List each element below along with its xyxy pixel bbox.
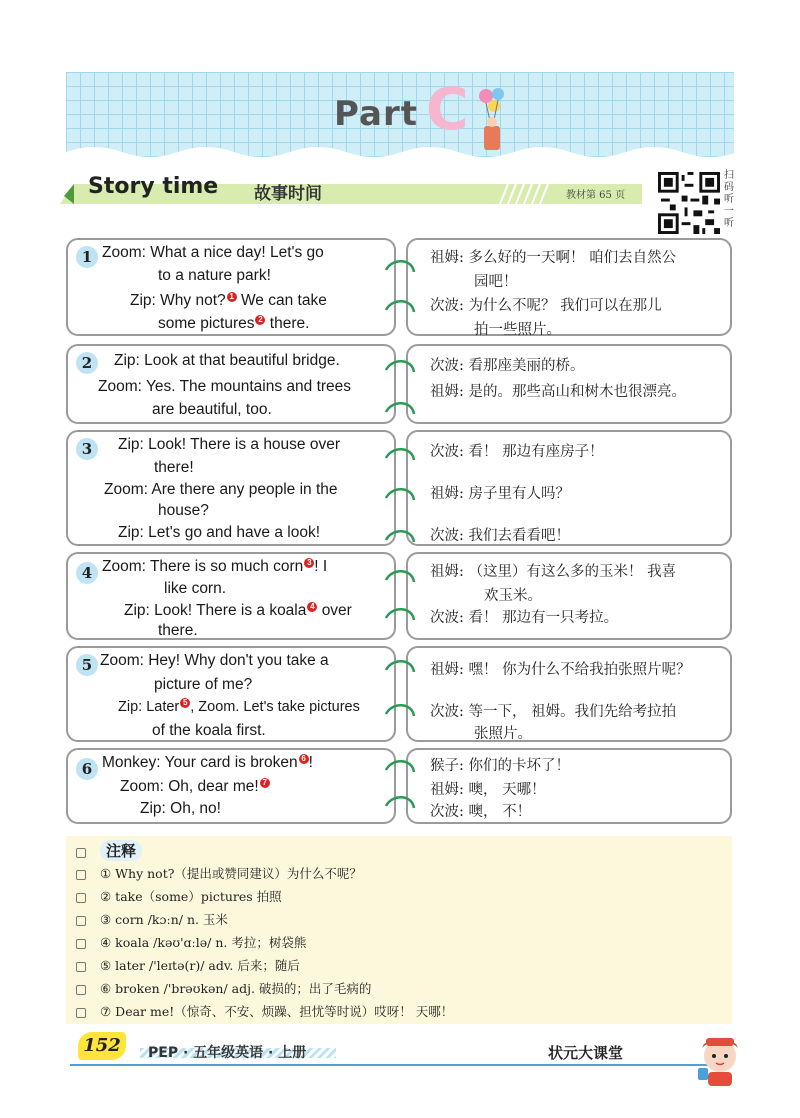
panel-number: 5 xyxy=(76,654,98,676)
translation-line: 次波: 等一下， 祖姆。我们先给考拉拍 xyxy=(430,704,677,720)
translation-line: 次波: 我们去看看吧！ xyxy=(430,528,570,544)
note-item: ② take（some）pictures 拍照 xyxy=(76,887,282,905)
panel-number: 6 xyxy=(76,758,98,780)
translation-line: 次波: 看那座美丽的桥。 xyxy=(430,358,585,374)
note-marker: 4 xyxy=(307,602,317,612)
story-panel-cn-4 xyxy=(406,552,732,640)
bullet-icon xyxy=(76,939,86,949)
story-panel-en-6 xyxy=(66,748,396,824)
translation-line: 祖姆: 是的。那些高山和树木也很漂亮。 xyxy=(430,384,686,400)
story-panel-en-2 xyxy=(66,344,396,424)
story-panel-cn-3 xyxy=(406,430,732,546)
dialogue-line: Zip: Look at that beautiful bridge. xyxy=(114,352,340,369)
note-marker: 1 xyxy=(227,292,237,302)
translation-line: 祖姆: 房子里有人吗？ xyxy=(430,486,570,502)
page-number: 152 xyxy=(78,1032,126,1060)
binder-rings xyxy=(382,240,418,830)
translation-line: 祖姆: 噢， 天哪！ xyxy=(430,782,546,798)
note-marker: 7 xyxy=(260,778,270,788)
brand-name: 状元大课堂 xyxy=(548,1044,624,1062)
dialogue-line: Zoom: Are there any people in the xyxy=(104,481,338,498)
part-banner xyxy=(66,72,734,164)
dialogue-line: Zoom: What a nice day! Let's go xyxy=(102,244,324,261)
wave-divider xyxy=(66,142,734,164)
story-panel-cn-6 xyxy=(406,748,732,824)
story-panel-en-1 xyxy=(66,238,396,336)
dialogue-line: Zoom: Yes. The mountains and trees xyxy=(98,378,352,395)
translation-line: 祖姆: 多么好的一天啊！ 咱们去自然公 xyxy=(430,250,677,266)
story-panel-en-5 xyxy=(66,646,396,742)
bullet-icon xyxy=(76,1008,86,1018)
footer-rule xyxy=(70,1064,710,1066)
dialogue-line: Zip: Later 5 , Zoom. Let's take pictures xyxy=(118,698,360,715)
qr-code-icon[interactable] xyxy=(658,172,720,234)
translation-line: 祖姆: （这里）有这么多的玉米！ 我喜 xyxy=(430,564,677,580)
story-panel-cn-5 xyxy=(406,646,732,742)
translation-line: 拍一些照片。 xyxy=(474,322,561,338)
note-item: ③ corn /kɔːn/ n. 玉米 xyxy=(76,910,228,928)
notes-title: 注释 xyxy=(106,842,137,860)
dialogue-line: there! xyxy=(154,459,194,476)
dialogue-line: picture of me? xyxy=(154,676,253,693)
mascot-icon xyxy=(690,1030,750,1086)
dialogue-line: Zip: Why not? 1 We can take xyxy=(130,292,327,310)
qr-label: 扫码听一听 xyxy=(724,170,734,229)
translation-line: 次波: 看！ 那边有座房子！ xyxy=(430,444,604,460)
notes-header xyxy=(76,840,142,861)
page-reference: 教材第 65 页 xyxy=(566,190,626,201)
section-title: Story time xyxy=(88,174,219,199)
story-panel-en-3 xyxy=(66,430,396,546)
note-marker: 3 xyxy=(304,558,314,568)
dialogue-line: Monkey: Your card is broken 6 ! xyxy=(102,754,313,772)
notes-box xyxy=(66,836,732,1024)
dialogue-line: house? xyxy=(158,502,209,519)
translation-line: 祖姆: 嘿！ 你为什么不给我拍张照片呢？ xyxy=(430,662,691,678)
translation-line: 欢玉米。 xyxy=(484,588,542,604)
dialogue-line: Zip: Let's go and have a look! xyxy=(118,524,321,541)
dialogue-line: Zoom: Hey! Why don't you take a xyxy=(100,652,329,669)
section-title-cn: 故事时间 xyxy=(254,184,322,204)
dialogue-line: there. xyxy=(158,622,198,639)
bullet-icon xyxy=(76,848,86,858)
panel-number: 2 xyxy=(76,352,98,374)
translation-line: 次波: 看！ 那边有一只考拉。 xyxy=(430,610,619,626)
note-item: ④ koala /kəʊ'ɑːlə/ n. 考拉；树袋熊 xyxy=(76,933,306,951)
panel-number: 3 xyxy=(76,438,98,460)
dialogue-line: like corn. xyxy=(164,580,227,597)
dialogue-line: Zip: Oh, no! xyxy=(140,800,221,817)
part-title: Part xyxy=(334,94,418,134)
bullet-icon xyxy=(76,985,86,995)
panel-number: 4 xyxy=(76,562,98,584)
translation-line: 次波: 为什么不呢？ 我们可以在那儿 xyxy=(430,298,662,314)
bullet-icon xyxy=(76,870,86,880)
note-item: ⑤ later /'leɪtə(r)/ adv. 后来；随后 xyxy=(76,956,300,974)
book-title: PEP · 五年级英语 · 上册 xyxy=(148,1045,307,1061)
translation-line: 园吧！ xyxy=(474,274,518,290)
translation-line: 猴子: 你们的卡坏了！ xyxy=(430,758,570,774)
bullet-icon xyxy=(76,962,86,972)
note-marker: 2 xyxy=(255,315,265,325)
panel-number: 1 xyxy=(76,246,98,268)
dialogue-line: of the koala first. xyxy=(152,722,266,739)
translation-line: 张照片。 xyxy=(474,726,532,742)
dialogue-line: some pictures 2 there. xyxy=(158,315,310,333)
story-panel-cn-1 xyxy=(406,238,732,336)
translation-line: 次波: 噢， 不！ xyxy=(430,804,532,820)
dialogue-line: to a nature park! xyxy=(158,267,271,284)
dialogue-line: Zip: Look! There is a house over xyxy=(118,436,341,453)
note-marker: 5 xyxy=(180,698,190,708)
dialogue-line: are beautiful, too. xyxy=(152,401,272,418)
dialogue-line: Zoom: There is so much corn 3 ! I xyxy=(102,558,328,576)
part-letter: C xyxy=(426,75,469,143)
note-item: ① Why not?（提出或赞同建议）为什么不呢？ xyxy=(76,864,362,882)
bullet-icon xyxy=(76,893,86,903)
story-panel-en-4 xyxy=(66,552,396,640)
note-item: ⑥ broken /'brəʊkən/ adj. 破损的；出了毛病的 xyxy=(76,979,371,997)
bullet-icon xyxy=(76,916,86,926)
dialogue-line: Zip: Look! There is a koala 4 over xyxy=(124,602,352,620)
story-panel-cn-2 xyxy=(406,344,732,424)
note-item: ⑦ Dear me!（惊奇、不安、烦躁、担忧等时说）哎呀！ 天哪！ xyxy=(76,1002,453,1020)
dialogue-line: Zoom: Oh, dear me! 7 xyxy=(120,778,270,796)
note-marker: 6 xyxy=(299,754,309,764)
